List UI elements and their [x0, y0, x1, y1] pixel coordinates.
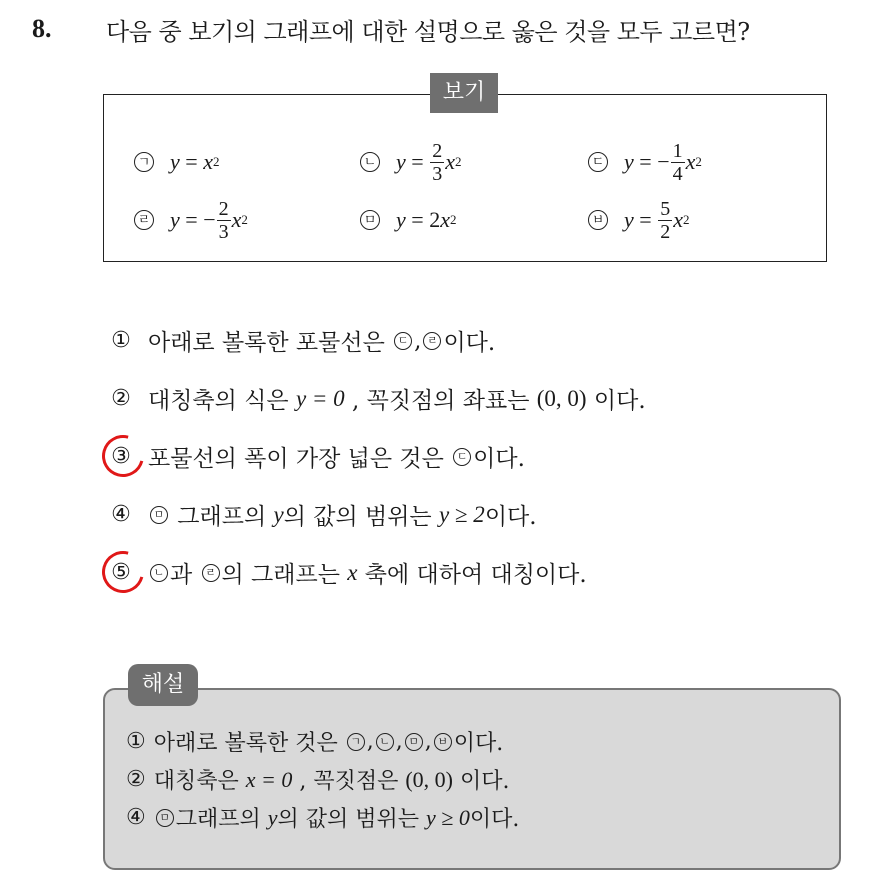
choice-3[interactable]: ③ 포물선의 폭이 가장 넓은 것은 ㄷ 이다. [111, 444, 525, 472]
mark-bieup: ㅂ [434, 733, 452, 751]
solution-line-1: ① 아래로 볼록한 것은 ㄱ , ㄴ , ㅁ , ㅂ 이다. [126, 729, 504, 756]
mark-giyeok: ㄱ [134, 152, 154, 172]
mark-rieul: ㄹ [423, 332, 441, 350]
mark-rieul: ㄹ [134, 210, 154, 230]
mark-giyeok: ㄱ [347, 733, 365, 751]
choice-5[interactable]: ⑤ ㄴ 과 ㄹ 의 그래프는 x 축에 대하여 대칭이다. [111, 559, 587, 588]
mark-nieun: ㄴ [150, 564, 168, 582]
mark-mieum: ㅁ [156, 809, 174, 827]
choice-2[interactable]: ② 대칭축의 식은 y = 0 , 꼭짓점의 좌표는 (0, 0) 이다. [111, 385, 646, 414]
fraction: $\frac{1}{4}$ [672, 139, 683, 185]
solution-line-2: ② 대칭축은 x = 0 , 꼭짓점은 (0, 0) 이다. [126, 766, 510, 794]
mark-digeut: ㄷ [588, 152, 608, 172]
answer-circle-mark-3 [94, 427, 151, 484]
mark-rieul: ㄹ [202, 564, 220, 582]
bogi-item-5: ㅁ y = 2 x 2 [360, 196, 456, 244]
bogi-item-2: ㄴ y = $\frac{2}{3}$ x 2 [360, 138, 461, 186]
fraction: $\frac{5}{2}$ [660, 197, 671, 243]
bogi-title: 보기 [430, 73, 498, 113]
bogi-item-1: ㄱ y = x 2 [134, 138, 219, 186]
mark-bieup: ㅂ [588, 210, 608, 230]
bogi-item-3: ㄷ y = − $\frac{1}{4}$ x 2 [588, 138, 702, 186]
mark-digeut: ㄷ [453, 448, 471, 466]
mark-mieum: ㅁ [405, 733, 423, 751]
mark-mieum: ㅁ [360, 210, 380, 230]
choice-1[interactable]: ① 아래로 볼록한 포물선은 ㄷ , ㄹ 이다. [111, 327, 496, 356]
answer-circle-mark-5 [94, 543, 151, 600]
solution-line-3: ④ ㅁ 그래프의 y 의 값의 범위는 y ≥ 0 이다. [126, 804, 520, 832]
fraction: $\frac{2}{3}$ [432, 139, 443, 185]
mark-nieun: ㄴ [376, 733, 394, 751]
mark-nieun: ㄴ [360, 152, 380, 172]
question-number: 8. [32, 14, 52, 43]
bogi-item-6: ㅂ y = $\frac{5}{2}$ x 2 [588, 196, 689, 244]
mark-digeut: ㄷ [394, 332, 412, 350]
question-text: 다음 중 보기의 그래프에 대한 설명으로 옳은 것을 모두 고르면? [106, 18, 750, 46]
fraction: $\frac{2}{3}$ [218, 197, 229, 243]
solution-title: 해설 [128, 664, 198, 706]
bogi-item-4: ㄹ y = − $\frac{2}{3}$ x 2 [134, 196, 248, 244]
mark-mieum: ㅁ [150, 506, 168, 524]
choice-4[interactable]: ④ ㅁ 그래프의 y 의 값의 범위는 y ≥ 2 이다. [111, 501, 537, 530]
